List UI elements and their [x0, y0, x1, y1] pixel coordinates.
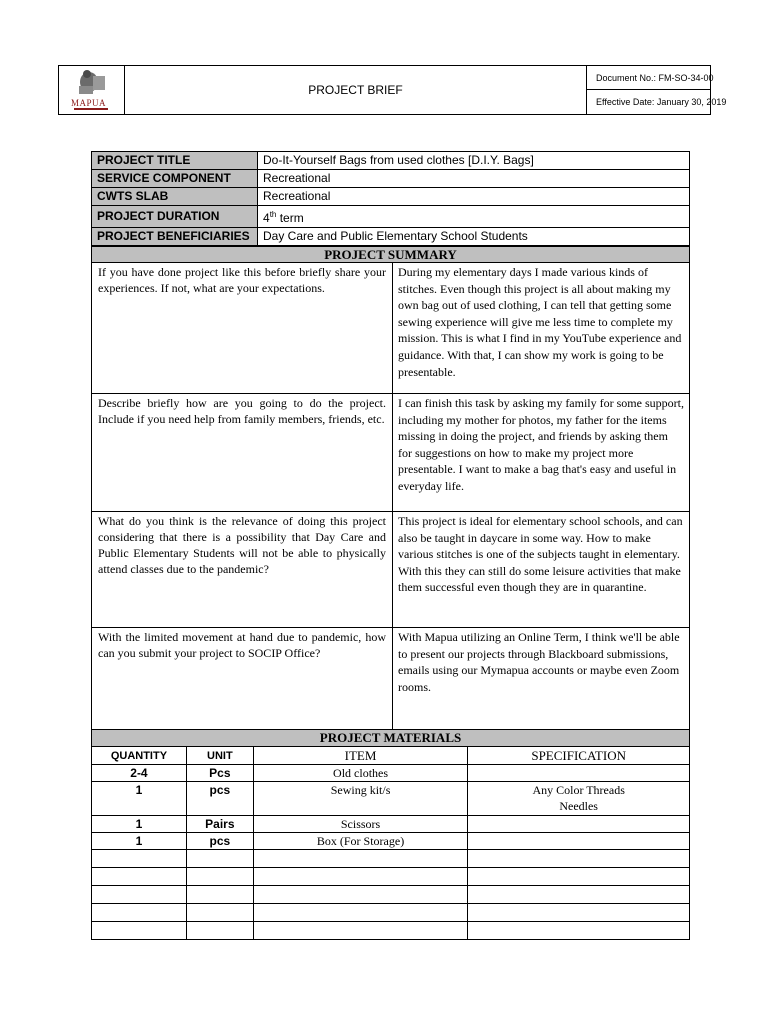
- item-cell: [253, 868, 468, 886]
- table-row: [92, 228, 690, 246]
- table-row: [92, 170, 690, 188]
- table-row: [92, 206, 690, 228]
- summary-question: If you have done project like this before briefly share your experiences. If not, what are your expectations.: [92, 263, 393, 394]
- unit-cell: [186, 886, 253, 904]
- item-cell: [253, 922, 468, 940]
- unit-cell: [186, 868, 253, 886]
- item-cell: [253, 850, 468, 868]
- table-row: [92, 868, 690, 886]
- table-row: [92, 188, 690, 206]
- quantity-cell: [92, 904, 187, 922]
- cwts-slab-value: Recreational: [258, 188, 690, 206]
- column-header: QUANTITY: [92, 747, 187, 765]
- quantity-cell: [92, 922, 187, 940]
- column-header: SPECIFICATION: [468, 747, 690, 765]
- section-heading: PROJECT MATERIALS: [92, 730, 690, 747]
- table-row: [92, 850, 690, 868]
- service-component-value: Recreational: [258, 170, 690, 188]
- summary-answer: I can finish this task by asking my family for some support, including my mother for photos, my father for the items missing in doing the project, and friends by asking them for suggestions on how to make my project more presentable. I want to make a bag that's easy and useful in everyday life.: [393, 394, 690, 512]
- mapua-logo: [59, 66, 125, 114]
- field-label: CWTS SLAB: [92, 188, 258, 206]
- specification-cell: Any Color Threads Needles: [468, 782, 690, 816]
- summary-answer: With Mapua utilizing an Online Term, I think we'll be able to present our projects through Blackboard submissions, emails using our Mymapua accounts or maybe even Zoom rooms.: [393, 628, 690, 730]
- column-header: ITEM: [253, 747, 468, 765]
- section-heading: PROJECT SUMMARY: [92, 247, 690, 263]
- table-row: [92, 886, 690, 904]
- item-cell: [253, 886, 468, 904]
- summary-answer: During my elementary days I made various kinds of stitches. Even though this project is all about making my own bag out of used clothing, I can tell that getting some sewing experience will give me less time to complete my mission. This is what I find in my YouTube experience and guidance. With that, I can show my work is going to be presentable.: [393, 263, 690, 394]
- summary-question: With the limited movement at hand due to pandemic, how can you submit your project to SOCIP Office?: [92, 628, 393, 730]
- project-info-table: [91, 151, 690, 246]
- quantity-cell: 1: [92, 782, 187, 816]
- specification-cell: [468, 904, 690, 922]
- field-label: PROJECT TITLE: [92, 152, 258, 170]
- field-label: SERVICE COMPONENT: [92, 170, 258, 188]
- page-title: PROJECT BRIEF: [125, 66, 587, 114]
- unit-cell: [186, 922, 253, 940]
- unit-cell: pcs: [186, 782, 253, 816]
- table-row: [92, 628, 690, 730]
- project-materials-table: [91, 729, 690, 940]
- summary-question: Describe briefly how are you going to do the project. Include if you need help from family members, friends, etc.: [92, 394, 393, 512]
- summary-question: What do you think is the relevance of doing this project considering that there is a possibility that Day Care and Public Elementary Students will not be able to physically attend classes due to the pandemic?: [92, 512, 393, 628]
- table-row: [92, 512, 690, 628]
- unit-cell: Pcs: [186, 765, 253, 782]
- table-row: [92, 816, 690, 833]
- summary-answer: This project is ideal for elementary school schools, and can also be taught in daycare in some way. How to make various stitches is one of the subjects taught in elementary. With this they can still do some leisure activities that make them successful even though they are in quarantine.: [393, 512, 690, 628]
- logo-underline: [74, 108, 108, 110]
- unit-cell: Pairs: [186, 816, 253, 833]
- specification-cell: [468, 765, 690, 782]
- specification-cell: [468, 868, 690, 886]
- item-cell: Box (For Storage): [253, 833, 468, 850]
- table-row: [92, 833, 690, 850]
- table-row: [92, 394, 690, 512]
- table-row: [92, 922, 690, 940]
- specification-cell: [468, 833, 690, 850]
- document-number: Document No.: FM-SO-34-00: [587, 66, 710, 90]
- column-header: UNIT: [186, 747, 253, 765]
- specification-cell: [468, 850, 690, 868]
- quantity-cell: [92, 850, 187, 868]
- table-row: [92, 765, 690, 782]
- quantity-cell: [92, 886, 187, 904]
- field-label: PROJECT BENEFICIARIES: [92, 228, 258, 246]
- project-beneficiaries-value: Day Care and Public Elementary School Students: [258, 228, 690, 246]
- quantity-cell: 1: [92, 816, 187, 833]
- table-row: [92, 152, 690, 170]
- table-row: [92, 782, 690, 816]
- effective-date: Effective Date: January 30, 2019: [596, 97, 727, 107]
- field-label: PROJECT DURATION: [92, 206, 258, 228]
- specification-cell: [468, 886, 690, 904]
- quantity-cell: 1: [92, 833, 187, 850]
- project-summary-table: [91, 246, 690, 730]
- project-title-value: Do-It-Yourself Bags from used clothes [D.I.Y. Bags]: [258, 152, 690, 170]
- table-header-row: [92, 747, 690, 765]
- unit-cell: [186, 850, 253, 868]
- unit-cell: pcs: [186, 833, 253, 850]
- item-cell: Scissors: [253, 816, 468, 833]
- document-meta: [587, 66, 727, 114]
- unit-cell: [186, 904, 253, 922]
- specification-cell: [468, 816, 690, 833]
- table-row: [92, 904, 690, 922]
- item-cell: Old clothes: [253, 765, 468, 782]
- table-row: [92, 263, 690, 394]
- document-header: [58, 65, 727, 115]
- item-cell: Sewing kit/s: [253, 782, 468, 816]
- quantity-cell: [92, 868, 187, 886]
- item-cell: [253, 904, 468, 922]
- logo-text: MAPUA: [71, 98, 107, 108]
- project-duration-value: 4th term: [258, 206, 690, 228]
- specification-cell: [468, 922, 690, 940]
- quantity-cell: 2-4: [92, 765, 187, 782]
